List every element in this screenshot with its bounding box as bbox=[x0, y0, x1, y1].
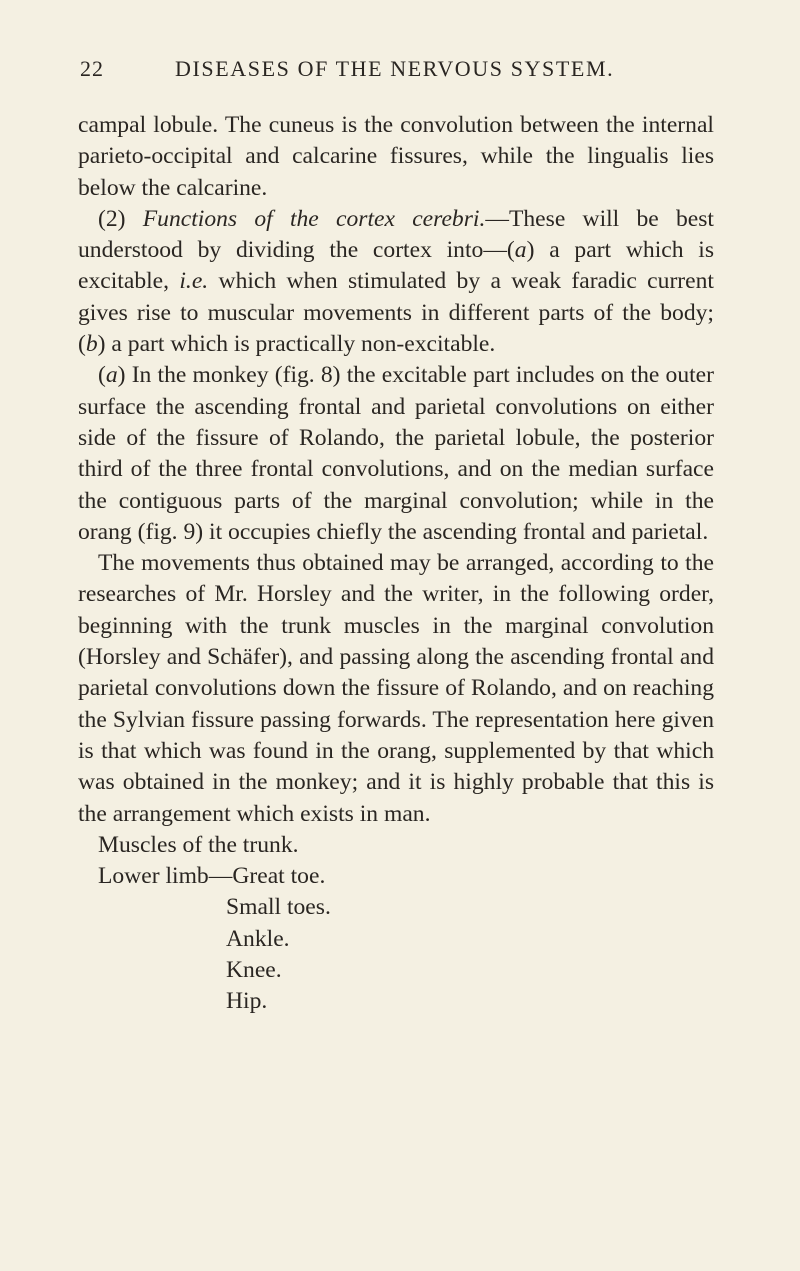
paragraph-text: ) a part which is practically non-excitable. bbox=[97, 331, 496, 358]
muscle-list bbox=[78, 830, 714, 1018]
page-number: 22 bbox=[80, 56, 104, 81]
paragraph-continued: campal lobule. The cuneus is the convolution between the internal parieto-occipital and calcarine fissures, while the lingualis lies below the calcarine. bbox=[78, 112, 714, 201]
paragraph-text: —These will be best understood by dividing the cortex into—( bbox=[78, 205, 714, 264]
list-item-lower-limb: Lower limb—Great toe. bbox=[98, 863, 326, 890]
paragraph-excitable-part bbox=[78, 360, 714, 548]
section-title: Functions of the cortex cerebri. bbox=[142, 205, 486, 232]
paragraph-text: ) a part which is excitable, bbox=[78, 237, 715, 295]
paren-open: ( bbox=[98, 362, 106, 389]
list-item: Knee. bbox=[226, 957, 282, 984]
letter-a: a bbox=[514, 237, 527, 264]
running-head: DISEASES OF THE NERVOUS SYSTEM. bbox=[175, 56, 615, 81]
list-item: Hip. bbox=[226, 988, 268, 1015]
list-item: Small toes. bbox=[226, 894, 331, 921]
paragraph-text: ) In the monkey (fig. 8) the excitable part includes on the outer surface the ascending frontal and parietal convolutions on either side of the fissure of Rolando, the parietal lobule, the posterior third of the three frontal convolutions, and on the median surface the contiguous parts of the marginal convolution; while in the orang (fig. 9) it occupies chiefly the ascending frontal and parietal. bbox=[78, 362, 714, 545]
list-item: Ankle. bbox=[226, 925, 290, 952]
list-item-trunk: Muscles of the trunk. bbox=[98, 831, 299, 858]
body-text bbox=[78, 110, 714, 1018]
letter-b: b bbox=[85, 331, 98, 358]
ie-abbrev: i.e. bbox=[179, 268, 209, 295]
paragraph-text: which when stimulated by a weak faradic current gives rise to muscular movements in different parts of the body; ( bbox=[78, 268, 714, 358]
paragraph-movements: The movements thus obtained may be arranged, according to the researches of Mr. Horsley and the writer, in the following order, beginning with the trunk muscles in the marginal convolution (Horsley and Schäfer), and passing along the ascending frontal and parietal convolutions down the fissure of Rolando, and on reaching the Sylvian fissure passing forwards. The representation here given is that which was found in the orang, supplemented by that which was obtained in the monkey; and it is highly probable that this is the arrangement which exists in man. bbox=[78, 550, 714, 827]
paragraph-functions-cortex bbox=[78, 204, 714, 360]
page-header bbox=[0, 52, 800, 92]
section-number: (2) bbox=[98, 205, 143, 232]
letter-a: a bbox=[105, 362, 118, 389]
